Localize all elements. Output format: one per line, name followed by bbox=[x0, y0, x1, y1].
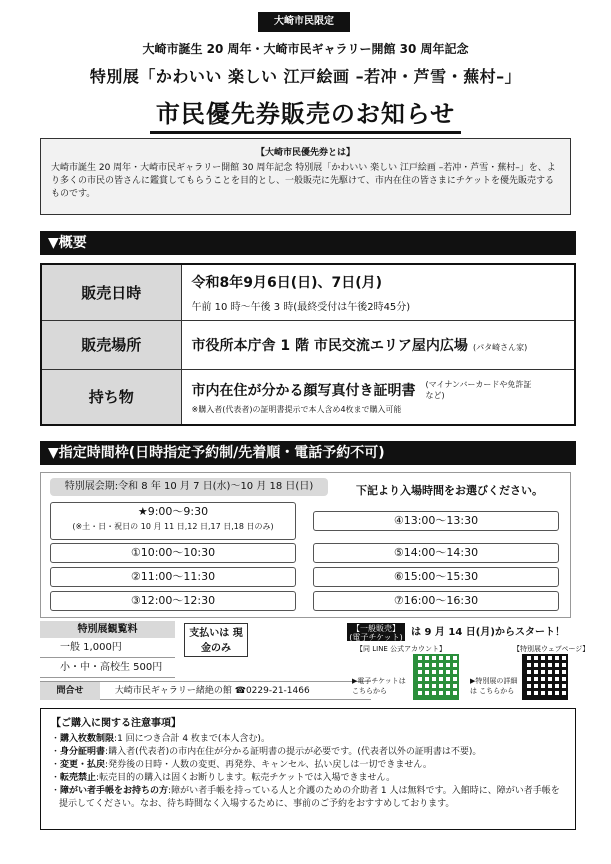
overview-label: 持ち物 bbox=[41, 369, 181, 425]
about-body: 大崎市誕生 20 周年・大崎市民ギャラリー開館 30 周年記念 特別展「かわいい 楽しい 江戸絵画 –若冲・芦雪・蕪村–」を、より多くの市民の皆さんに鑑賞してもらうことを目的とし、一般販売に先駆けて、市内在住の皆さまにチケットを優先販売するものです。 bbox=[51, 163, 556, 199]
time-slots-heading: ▼指定時間枠(日時指定予約制/先着順・電話予約不可) bbox=[40, 441, 576, 465]
caution-text: :障がい者手帳を持っている人と介護のための介助者 1 人は無料です。入館時に、障がい者手帳を提示してください。なお、待ち時間なく入場するために、事前のご予約をおすすめしております。 bbox=[59, 786, 560, 809]
items-note: ※購入者(代表者)の証明書提示で本人含め4枚まで購入可能 bbox=[191, 404, 402, 414]
time-slot bbox=[50, 502, 296, 540]
overview-heading: ▼概要 bbox=[40, 231, 576, 255]
caution-text: :転売目的の購入は固くお断りします。転売チケットでは入場できません。 bbox=[96, 773, 396, 783]
inquiry-value: 大崎市民ギャラリー緒絶の館 ☎0229-21-1466 bbox=[114, 686, 310, 696]
time-slot: ②11:00～11:30 bbox=[50, 567, 296, 587]
cash-only-box: 支払いは 現金のみ bbox=[184, 623, 248, 657]
web-qr-code[interactable] bbox=[522, 654, 568, 700]
fee-row: 小・中・高校生 500円 bbox=[40, 658, 175, 678]
page-headline: 市民優先券販売のお知らせ bbox=[150, 94, 461, 134]
time-slot: ⑤14:00～14:30 bbox=[313, 543, 559, 563]
caution-text: :発券後の日時・人数の変更、再発券、キャンセル、払い戻しは一切できません。 bbox=[105, 760, 432, 770]
sale-time-value: 午前 10 時～午後 3 時(最終受付は午後2時45分) bbox=[191, 301, 411, 313]
caution-head: 身分証明書 bbox=[60, 747, 106, 757]
sale-date-value: 令和8年9月6日(日)、7日(月) bbox=[191, 274, 383, 291]
line-account-label: 【同 LINE 公式アカウント】 bbox=[356, 645, 447, 653]
exhibition-period: 特別展会期:令和 8 年 10 月 7 日(水)～10 月 18 日(日) bbox=[50, 478, 328, 496]
time-slot-label: ★9:00～9:30 bbox=[137, 505, 209, 518]
exhibition-title: 特別展「かわいい 楽しい 江戸絵画 –若冲・芦雪・蕪村–」 bbox=[89, 67, 522, 86]
time-slot: ④13:00～13:30 bbox=[313, 511, 559, 531]
caution-item: ・障がい者手帳をお持ちの方:障がい者手帳を持っている人と介護のための介助者 1 人は無料です。入館時に、障がい者手帳を提示してください。なお、待ち時間なく入場するために、事前のご予約をおすすめしております。 bbox=[51, 786, 560, 809]
about-title: 【大崎市民優先券とは】 bbox=[255, 148, 355, 158]
caution-text: :購入者(代表者)の市内在住が分かる証明書の提示が必要です。(代表者以外の証明書は不要)。 bbox=[105, 747, 482, 757]
general-sale-tag: 【一般販売】 (電子チケット) bbox=[347, 623, 405, 641]
about-box bbox=[40, 138, 571, 215]
caution-head: 購入枚数制限 bbox=[60, 734, 115, 744]
location-value: 市役所本庁舎 1 階 市民交流エリア屋内広場 bbox=[191, 337, 468, 354]
overview-row-items bbox=[41, 369, 575, 425]
time-slot: ③12:00～12:30 bbox=[50, 591, 296, 611]
admission-fees bbox=[40, 621, 175, 678]
caution-head: 変更・払戻 bbox=[60, 760, 106, 770]
details-note: ▶特別展の詳細は こちらから bbox=[470, 677, 518, 695]
overview-row-sale-date bbox=[41, 264, 575, 320]
caution-text: :1 回につき合計 4 枚まで(本人含む)。 bbox=[114, 734, 270, 744]
caution-item: ・変更・払戻:発券後の日時・人数の変更、再発券、キャンセル、払い戻しは一切できません。 bbox=[51, 760, 432, 770]
overview-table bbox=[40, 263, 576, 426]
cautions-title: 【ご購入に関する注意事項】 bbox=[51, 718, 181, 729]
cautions-list bbox=[51, 733, 565, 811]
caution-head: 障がい者手帳をお持ちの方 bbox=[60, 786, 169, 796]
line-qr-code[interactable] bbox=[413, 654, 459, 700]
time-slot-note: (※土・日・祝日の 10 月 11 日,12 日,17 日,18 日のみ) bbox=[72, 522, 274, 531]
overview-label: 販売場所 bbox=[41, 320, 181, 369]
web-page-label: 【特別展ウェブページ】 bbox=[513, 645, 590, 653]
time-slot: ①10:00～10:30 bbox=[50, 543, 296, 563]
caution-item: ・購入枚数制限:1 回につき合計 4 枚まで(本人含む)。 bbox=[51, 734, 270, 744]
purchase-cautions bbox=[40, 708, 576, 830]
items-value: 市内在住が分かる顔写真付き証明書 bbox=[191, 382, 416, 399]
inquiry-label: 問合せ bbox=[40, 682, 100, 700]
time-slot: ⑦16:00～16:30 bbox=[313, 591, 559, 611]
caution-head: 転売禁止 bbox=[60, 773, 97, 783]
location-aside: (パタ崎さん家) bbox=[472, 342, 528, 352]
e-ticket-note: ▶電子チケットは こちらから bbox=[352, 677, 406, 695]
caution-item: ・転売禁止:転売目的の購入は固くお断りします。転売チケットでは入場できません。 bbox=[51, 773, 396, 783]
caution-item: ・身分証明書:購入者(代表者)の市内在住が分かる証明書の提示が必要です。(代表者以外の証明書は不要)。 bbox=[51, 747, 482, 757]
items-aside: (マイナンバーカードや免許証など) bbox=[425, 379, 532, 400]
fees-title: 特別展観覧料 bbox=[40, 621, 175, 638]
fee-row: 一般 1,000円 bbox=[40, 638, 175, 658]
overview-label: 販売日時 bbox=[41, 264, 181, 320]
residents-only-badge: 大崎市民限定 bbox=[258, 12, 350, 32]
overview-row-location bbox=[41, 320, 575, 369]
general-sale-text: は 9 月 14 日(月)からスタート！ bbox=[411, 627, 565, 638]
entry-time-note: 下記より入場時間をお選びください。 bbox=[356, 484, 543, 497]
time-slot: ⑥15:00～15:30 bbox=[313, 567, 559, 587]
inquiry-row bbox=[40, 681, 371, 700]
anniversary-subtitle: 大崎市誕生 20 周年・大崎市民ギャラリー開館 30 周年記念 bbox=[142, 42, 469, 56]
